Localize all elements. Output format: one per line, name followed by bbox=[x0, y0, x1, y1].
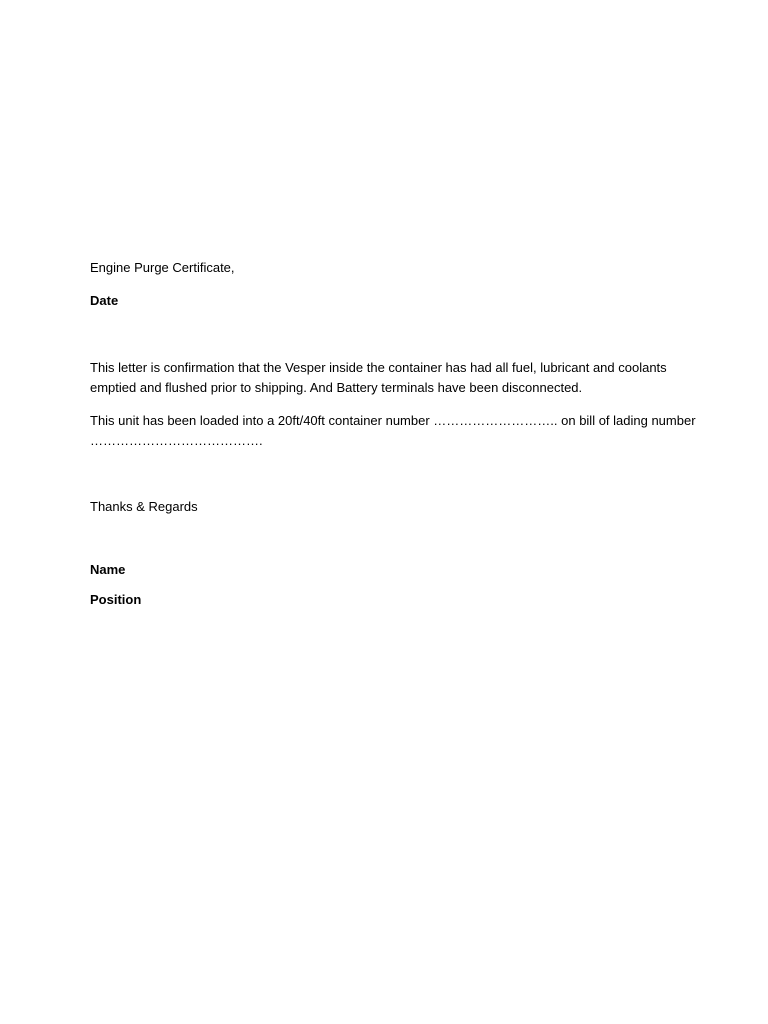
paragraph-2-line-1: This unit has been loaded into a 20ft/40ft container number ……………………….. on bill of lading number bbox=[90, 413, 696, 428]
closing-text: Thanks & Regards bbox=[90, 499, 198, 514]
position-label: Position bbox=[90, 592, 142, 607]
paragraph-1-line-2: emptied and flushed prior to shipping. And Battery terminals have been disconnected. bbox=[90, 380, 583, 395]
paragraph-1-line-1: This letter is confirmation that the Vesper inside the container has had all fuel, lubricant and coolants bbox=[90, 360, 667, 375]
name-label: Name bbox=[90, 562, 126, 577]
paragraph-2-line-2: …………………………………. bbox=[90, 433, 263, 448]
certificate-heading: Engine Purge Certificate, bbox=[90, 260, 235, 275]
date-label: Date bbox=[90, 293, 119, 308]
